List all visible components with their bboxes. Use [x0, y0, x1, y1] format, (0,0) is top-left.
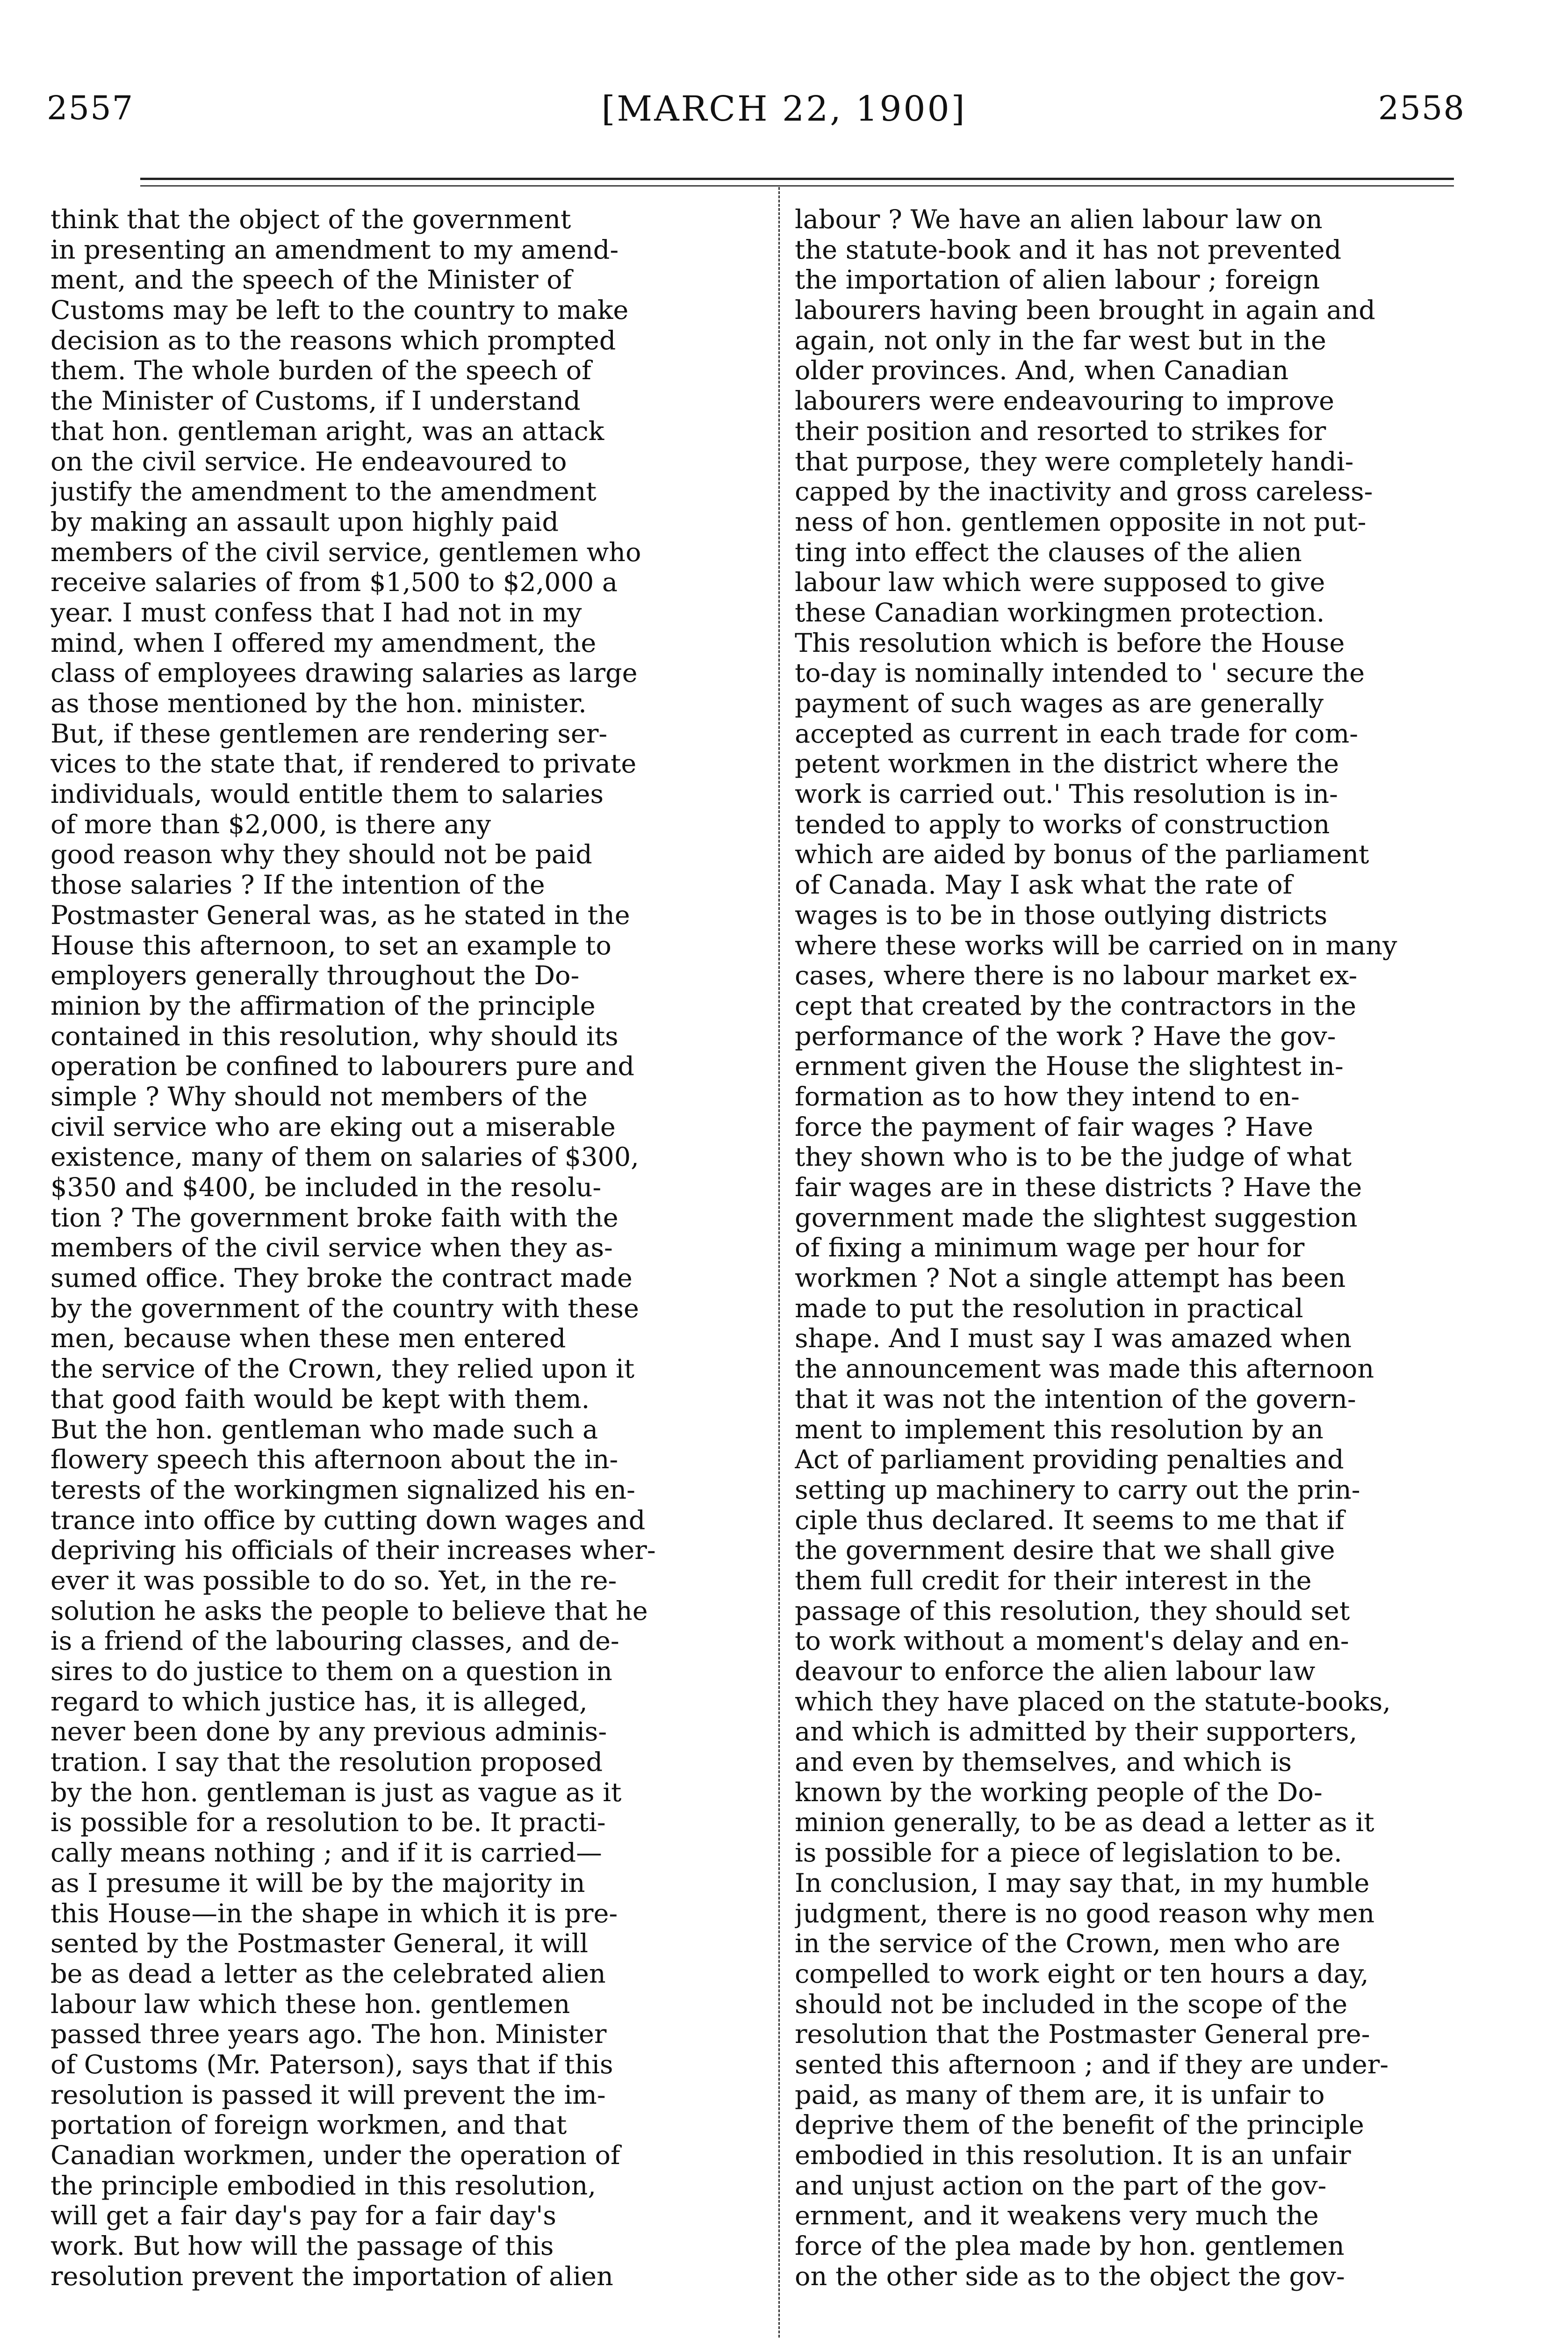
text-line: ever it was possible to do so. Yet, in the re-: [50, 1566, 617, 1596]
text-line: cases, where there is no labour market ex-: [795, 961, 1358, 991]
text-line: by the government of the country with these: [50, 1293, 639, 1324]
text-line: cally means nothing ; and if it is carried—: [50, 1838, 602, 1869]
text-line: is possible for a resolution to be. It practi-: [50, 1808, 606, 1838]
text-line: work. But how will the passage of this: [50, 2231, 554, 2262]
text-line: mind, when I offered my amendment, the: [50, 628, 597, 658]
text-line: deavour to enforce the alien labour law: [795, 1657, 1316, 1687]
text-line: compelled to work eight or ten hours a day,: [795, 1959, 1369, 1989]
text-line: work is carried out.' This resolution is in-: [795, 779, 1338, 810]
text-line: petent workmen in the district where the: [795, 749, 1339, 779]
text-line: labourers were endeavouring to improve: [795, 386, 1335, 417]
text-line: Canadian workmen, under the operation of: [50, 2141, 620, 2171]
text-line: resolution prevent the importation of alien: [50, 2261, 613, 2292]
text-line: Act of parliament providing penalties and: [795, 1445, 1344, 1475]
text-line: made to put the resolution in practical: [795, 1293, 1303, 1324]
text-line: deprive them of the benefit of the principle: [795, 2110, 1364, 2141]
text-line: them. The whole burden of the speech of: [50, 356, 591, 386]
text-line: older provinces. And, when Canadian: [795, 356, 1289, 386]
text-line: that purpose, they were completely handi-: [795, 447, 1354, 477]
text-line: the importation of alien labour ; foreign: [795, 265, 1320, 296]
text-line: force of the plea made by hon. gentlemen: [795, 2231, 1345, 2262]
text-line: government made the slightest suggestion: [795, 1203, 1358, 1233]
text-line: as those mentioned by the hon. minister.: [50, 689, 587, 719]
text-line: to-day is nominally intended to ' secure the: [795, 658, 1365, 689]
text-line: is possible for a piece of legislation to be.: [795, 1838, 1342, 1869]
text-line: passage of this resolution, they should set: [795, 1596, 1350, 1626]
text-line: the government desire that we shall give: [795, 1536, 1335, 1566]
text-line: of Customs (Mr. Paterson), says that if this: [50, 2049, 613, 2080]
text-line: resolution that the Postmaster General pre-: [795, 2020, 1370, 2050]
text-line: formation as to how they intend to en-: [795, 1082, 1300, 1112]
text-line: individuals, would entitle them to salaries: [50, 779, 604, 810]
text-line: again, not only in the far west but in the: [795, 325, 1326, 356]
text-line: decision as to the reasons which prompted: [50, 325, 616, 356]
text-line: justify the amendment to the amendment: [50, 477, 597, 507]
text-line: by the hon. gentleman is just as vague as it: [50, 1777, 622, 1808]
text-line: operation be confined to labourers pure and: [50, 1052, 634, 1082]
text-line: where these works will be carried on in many: [795, 931, 1397, 961]
text-line: on the civil service. He endeavoured to: [50, 447, 567, 477]
text-line: tended to apply to works of construction: [795, 809, 1330, 840]
text-line: labour ? We have an alien labour law on: [795, 205, 1323, 235]
text-line: performance of the work ? Have the gov-: [795, 1021, 1336, 1052]
text-line: minion generally, to be as dead a letter as it: [795, 1808, 1374, 1838]
text-line: simple ? Why should not members of the: [50, 1082, 588, 1112]
text-line: ment, and the speech of the Minister of: [50, 265, 572, 296]
text-line: embodied in this resolution. It is an unfair: [795, 2141, 1351, 2171]
text-line: resolution is passed it will prevent the im-: [50, 2080, 606, 2110]
text-line: Postmaster General was, as he stated in the: [50, 900, 630, 931]
text-line: this House—in the shape in which it is pre-: [50, 1898, 618, 1929]
text-line: will get a fair day's pay for a fair day's: [50, 2201, 556, 2231]
text-line: that good faith would be kept with them.: [50, 1384, 590, 1414]
text-line: think that the object of the government: [50, 205, 571, 235]
text-line: depriving his officials of their increases wher-: [50, 1536, 656, 1566]
text-line: in presenting an amendment to my amend-: [50, 235, 619, 265]
text-line: of more than $2,000, is there any: [50, 809, 491, 840]
text-line: in the service of the Crown, men who are: [795, 1929, 1340, 1959]
text-line: the service of the Crown, they relied upon it: [50, 1354, 635, 1385]
text-line: them full credit for their interest in the: [795, 1566, 1312, 1596]
text-line: payment of such wages as are generally: [795, 689, 1324, 719]
text-line: sires to do justice to them on a question in: [50, 1657, 612, 1687]
text-line: members of the civil service when they as-: [50, 1233, 613, 1263]
header-rule-thin: [140, 185, 1454, 187]
text-line: But the hon. gentleman who made such a: [50, 1414, 598, 1445]
text-line: accepted as current in each trade for com-: [795, 719, 1359, 749]
text-line: ciple thus declared. It seems to me that if: [795, 1505, 1345, 1536]
text-line: ernment, and it weakens very much the: [795, 2201, 1319, 2231]
text-line: wages is to be in those outlying districts: [795, 900, 1328, 931]
text-line: Customs may be left to the country to make: [50, 296, 629, 326]
page-header: [0, 0, 1568, 178]
text-line: sumed office. They broke the contract made: [50, 1263, 633, 1294]
text-line: ness of hon. gentlemen opposite in not put-: [795, 507, 1367, 537]
text-line: tration. I say that the resolution proposed: [50, 1747, 603, 1778]
column-divider: [778, 187, 781, 2338]
text-line: on the other side as to the object the gov-: [795, 2261, 1345, 2292]
text-line: labour law which these hon. gentlemen: [50, 1989, 570, 2020]
text-line: that it was not the intention of the govern-: [795, 1384, 1356, 1414]
text-line: contained in this resolution, why should its: [50, 1021, 619, 1052]
text-line: sented by the Postmaster General, it will: [50, 1929, 589, 1959]
text-line: shape. And I must say I was amazed when: [795, 1324, 1352, 1354]
text-line: year. I must confess that I had not in my: [50, 598, 582, 628]
text-line: which are aided by bonus of the parliament: [795, 840, 1369, 870]
text-line: This resolution which is before the House: [795, 628, 1345, 658]
text-line: as I presume it will be by the majority in: [50, 1868, 585, 1898]
text-line: setting up machinery to carry out the prin-: [795, 1475, 1360, 1505]
text-line: trance into office by cutting down wages and: [50, 1505, 646, 1536]
text-line: capped by the inactivity and gross careless-: [795, 477, 1373, 507]
text-line: civil service who are eking out a miserable: [50, 1112, 616, 1142]
text-line: employers generally throughout the Do-: [50, 961, 580, 991]
text-line: ment to implement this resolution by an: [795, 1414, 1323, 1445]
text-line: minion by the affirmation of the principle: [50, 991, 596, 1021]
text-line: portation of foreign workmen, and that: [50, 2110, 567, 2141]
text-line: these Canadian workingmen protection.: [795, 598, 1325, 628]
text-line: is a friend of the labouring classes, and de-: [50, 1626, 619, 1657]
text-line: In conclusion, I may say that, in my humble: [795, 1868, 1370, 1898]
text-line: to work without a moment's delay and en-: [795, 1626, 1349, 1657]
text-line: and unjust action on the part of the gov-: [795, 2171, 1327, 2201]
text-line: paid, as many of them are, it is unfair to: [795, 2080, 1325, 2110]
header-rule-thick: [140, 178, 1454, 180]
page-number-right: 2558: [1378, 89, 1465, 127]
text-line: of Canada. May I ask what the rate of: [795, 870, 1293, 901]
text-line: good reason why they should not be paid: [50, 840, 592, 870]
text-line: flowery speech this afternoon about the in-: [50, 1445, 619, 1475]
text-line: they shown who is to be the judge of what: [795, 1142, 1352, 1173]
text-line: men, because when these men entered: [50, 1324, 566, 1354]
text-line: force the payment of fair wages ? Have: [795, 1112, 1313, 1142]
text-line: cept that created by the contractors in the: [795, 991, 1357, 1021]
text-line: members of the civil service, gentlemen who: [50, 537, 641, 568]
text-line: $350 and $400, be included in the resolu-: [50, 1173, 602, 1203]
text-line: tion ? The government broke faith with the: [50, 1203, 619, 1233]
text-line: known by the working people of the Do-: [795, 1777, 1323, 1808]
text-line: solution he asks the people to believe that he: [50, 1596, 648, 1626]
text-line: of fixing a minimum wage per hour for: [795, 1233, 1305, 1263]
text-line: never been done by any previous adminis-: [50, 1717, 607, 1747]
text-line: labour law which were supposed to give: [795, 568, 1325, 598]
text-line: should not be included in the scope of the: [795, 1989, 1348, 2020]
text-line: the principle embodied in this resolution,: [50, 2171, 597, 2201]
text-line: labourers having been brought in again and: [795, 296, 1375, 326]
page-date-title: [MARCH 22, 1900]: [601, 89, 967, 129]
text-line: But, if these gentlemen are rendering ser-: [50, 719, 608, 749]
text-line: fair wages are in these districts ? Have the: [795, 1173, 1362, 1203]
text-line: and which is admitted by their supporters,: [795, 1717, 1358, 1747]
text-line: the statute-book and it has not prevented: [795, 235, 1342, 265]
page-number-left: 2557: [47, 89, 134, 127]
text-line: receive salaries of from $1,500 to $2,000 a: [50, 568, 618, 598]
text-line: terests of the workingmen signalized his en-: [50, 1475, 635, 1505]
text-line: those salaries ? If the intention of the: [50, 870, 545, 901]
text-line: and even by themselves, and which is: [795, 1747, 1292, 1778]
text-line: sented this afternoon ; and if they are under-: [795, 2049, 1389, 2080]
text-line: their position and resorted to strikes for: [795, 416, 1326, 447]
text-line: regard to which justice has, it is alleged,: [50, 1687, 588, 1717]
text-line: that hon. gentleman aright, was an attack: [50, 416, 604, 447]
text-line: existence, many of them on salaries of $300,: [50, 1142, 639, 1173]
text-line: ernment given the House the slightest in-: [795, 1052, 1344, 1082]
left-column: [50, 205, 756, 2338]
text-line: which they have placed on the statute-books,: [795, 1687, 1391, 1717]
text-line: by making an assault upon highly paid: [50, 507, 559, 537]
text-line: the announcement was made this afternoon: [795, 1354, 1374, 1385]
text-line: judgment, there is no good reason why men: [795, 1898, 1375, 1929]
text-line: class of employees drawing salaries as large: [50, 658, 638, 689]
text-line: the Minister of Customs, if I understand: [50, 386, 581, 417]
text-line: ting into effect the clauses of the alien: [795, 537, 1302, 568]
text-line: House this afternoon, to set an example to: [50, 931, 611, 961]
text-line: workmen ? Not a single attempt has been: [795, 1263, 1346, 1294]
text-line: be as dead a letter as the celebrated alien: [50, 1959, 606, 1989]
text-line: vices to the state that, if rendered to private: [50, 749, 637, 779]
right-column: [795, 205, 1501, 2338]
text-line: passed three years ago. The hon. Minister: [50, 2020, 607, 2050]
